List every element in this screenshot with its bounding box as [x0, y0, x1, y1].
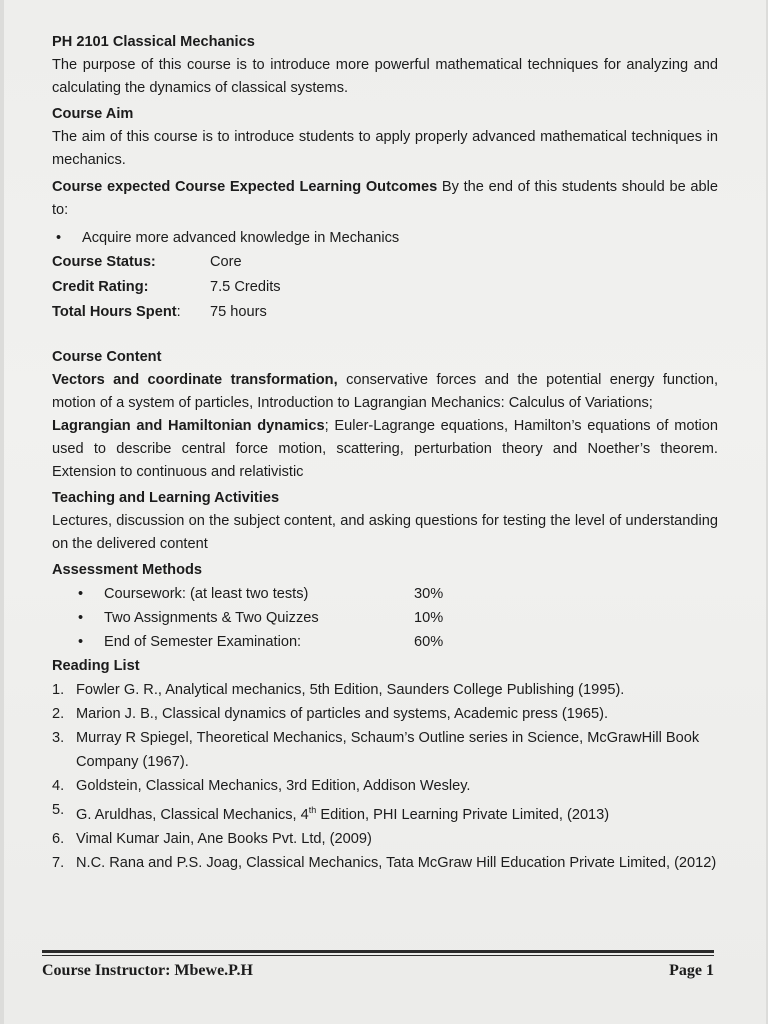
- credit-rating-value: 7.5 Credits: [210, 279, 281, 295]
- reading-item-number: 3.: [52, 730, 65, 746]
- course-content-heading: Course Content: [52, 349, 162, 365]
- credit-rating-row: [52, 275, 718, 300]
- reading-item-text: Marion J. B., Classical dynamics of particles and systems, Academic press (1965).: [76, 706, 609, 722]
- bullet-icon: •: [56, 230, 62, 246]
- course-title: PH 2101 Classical Mechanics: [52, 34, 255, 50]
- reading-item-number: 4.: [52, 778, 65, 794]
- vectors-bold: Vectors and coordinate transformation,: [52, 372, 338, 388]
- total-hours-colon: :: [176, 304, 181, 320]
- footer-divider: [42, 950, 714, 956]
- teaching-text: Lectures, discussion on the subject content, and asking questions for testing the level of understanding on the delivered content: [52, 513, 718, 552]
- assessment-item-label: Two Assignments & Two Quizzes: [104, 610, 319, 626]
- assessment-item-value: 10%: [414, 610, 444, 626]
- reading-item-number: 5.: [52, 802, 65, 818]
- assessment-item: [52, 606, 718, 630]
- footer-row: [42, 962, 714, 980]
- course-content-lagrange: [52, 415, 718, 484]
- outcome-bullet: [52, 226, 718, 250]
- reading-list-item: [52, 827, 718, 851]
- reading-item-text: N.C. Rana and P.S. Joag, Classical Mechanics, Tata McGraw Hill Education Private Limited, (2012): [76, 854, 717, 871]
- course-aim-heading: Course Aim: [52, 106, 134, 122]
- total-hours-label: Total Hours Spent: [52, 304, 177, 320]
- reading-item-number: 7.: [52, 854, 65, 871]
- lagrange-text: ; Euler-Lagrange equations, Hamilton’s equations of motion used to describe central force motion, scattering, perturbation theory and Noether’s theorem. Extension to continuous and relativistic: [52, 418, 718, 480]
- assessment-item-value: 30%: [414, 586, 444, 602]
- outcome-bullet-text: Acquire more advanced knowledge in Mechanics: [82, 230, 400, 246]
- credit-rating-label: Credit Rating:: [52, 279, 149, 295]
- reading-list-item: [52, 798, 718, 827]
- course-instructor: Course Instructor: Mbewe.P.H: [42, 962, 253, 979]
- reading-item-text-part: G. Aruldhas, Classical Mechanics, 4: [76, 806, 309, 823]
- teaching-heading: Teaching and Learning Activities: [52, 490, 280, 506]
- outcomes-heading: Course expected Course Expected Learning Outcomes: [52, 179, 438, 195]
- outcomes-lead: By the end of this students should be able to:: [52, 179, 718, 218]
- reading-list-item: [52, 851, 718, 875]
- assessment-item-value: 60%: [414, 634, 444, 650]
- bullet-icon: •: [78, 634, 84, 650]
- reading-item-text-part: Edition, PHI Learning Private Limited, (2013): [316, 806, 610, 823]
- reading-item-number: 1.: [52, 682, 65, 698]
- reading-item-superscript: th: [308, 805, 317, 815]
- assessment-item-label: End of Semester Examination:: [104, 634, 302, 650]
- total-hours-value: 75 hours: [210, 304, 267, 320]
- outcomes-paragraph: [52, 176, 718, 222]
- course-status-value: Core: [210, 254, 242, 270]
- assessment-item-label: Coursework: (at least two tests): [104, 586, 309, 602]
- reading-item-text: [76, 798, 718, 827]
- page-number: Page 1: [669, 962, 714, 979]
- bullet-icon: •: [78, 610, 84, 626]
- assessment-item: [52, 630, 718, 654]
- course-content-vectors: [52, 369, 718, 415]
- reading-list-item: [52, 726, 718, 774]
- reading-item-number: 2.: [52, 706, 65, 722]
- reading-item-text: Goldstein, Classical Mechanics, 3rd Edition, Addison Wesley.: [76, 778, 471, 794]
- course-status-label: Course Status:: [52, 254, 156, 270]
- reading-list-item: [52, 678, 718, 702]
- reading-list-item: [52, 774, 718, 798]
- total-hours-row: [52, 300, 718, 325]
- reading-list-item: [52, 702, 718, 726]
- assessment-item: [52, 582, 718, 606]
- bullet-icon: •: [78, 586, 84, 602]
- reading-item-text: Vimal Kumar Jain, Ane Books Pvt. Ltd, (2009): [76, 830, 372, 847]
- assessment-heading: Assessment Methods: [52, 562, 203, 578]
- reading-list-heading: Reading List: [52, 658, 140, 674]
- course-status-row: [52, 250, 718, 275]
- reading-item-text: Murray R Spiegel, Theoretical Mechanics, Schaum’s Outline series in Science, McGrawHill Book Company (1967).: [76, 730, 700, 770]
- total-hours-label-wrap: [52, 300, 210, 325]
- page-footer: [42, 950, 714, 980]
- lagrange-bold: Lagrangian and Hamiltonian dynamics: [52, 418, 325, 434]
- intro-paragraph: The purpose of this course is to introduce more powerful mathematical techniques for analyzing and calculating the dynamics of classical systems.: [52, 57, 718, 96]
- vectors-text: conservative forces and the potential energy function, motion of a system of particles, Introduction to Lagrangian Mechanics: Calculus of Variations;: [52, 372, 718, 411]
- reading-item-number: 6.: [52, 830, 65, 847]
- reading-item-text: Fowler G. R., Analytical mechanics, 5th Edition, Saunders College Publishing (1995).: [76, 682, 625, 698]
- document-page: [4, 0, 766, 1024]
- course-aim-text: The aim of this course is to introduce students to apply properly advanced mathematical techniques in mechanics.: [52, 129, 718, 168]
